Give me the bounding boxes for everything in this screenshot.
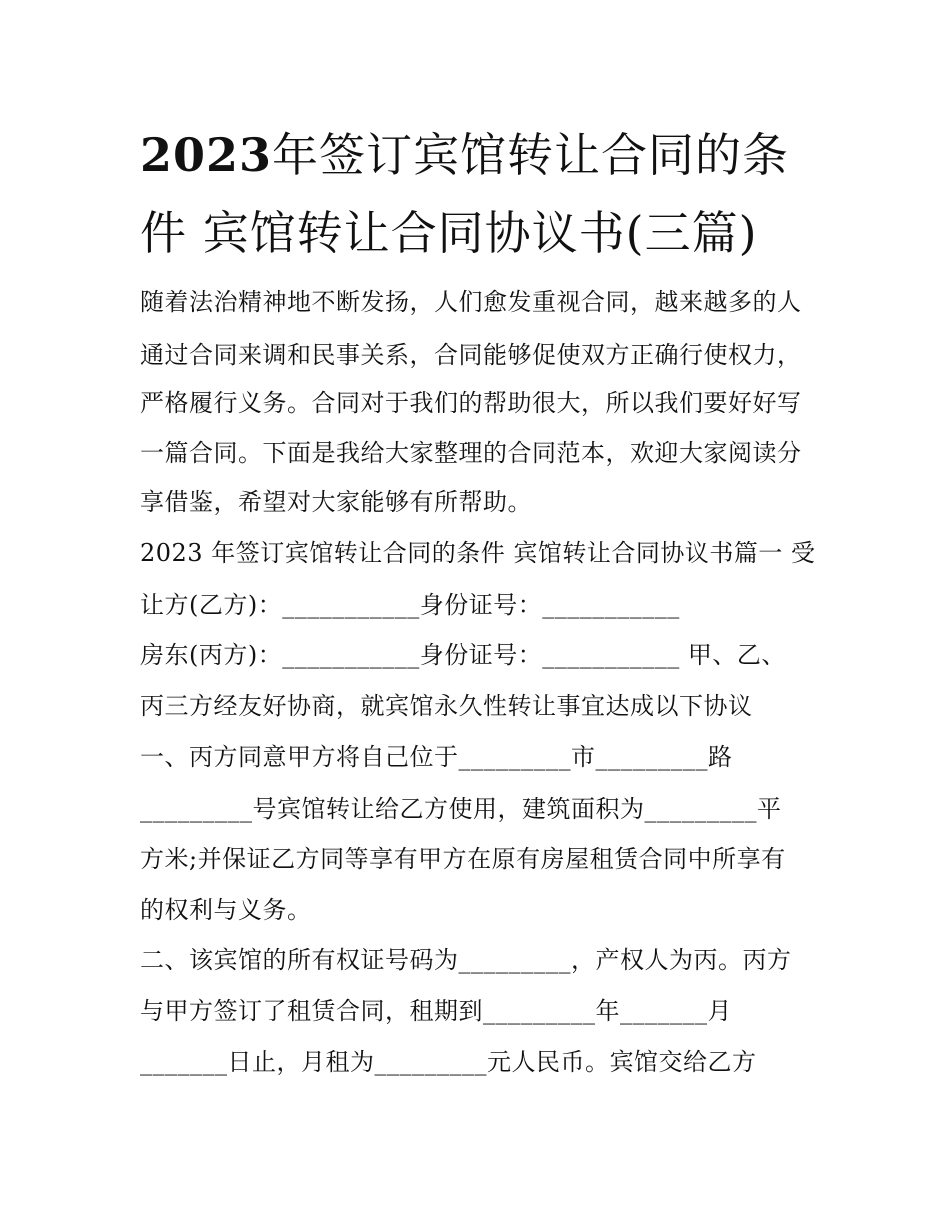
title-year: 2023 (140, 128, 273, 182)
body-line: 的权利与义务。 (140, 896, 312, 924)
body-line: 严格履行义务。合同对于我们的帮助很大，所以我们要好好写 (140, 389, 802, 417)
title-line-1: 年签订宾馆转让合同的条 (272, 128, 790, 182)
body-line: 一篇合同。下面是我给大家整理的合同范本，欢迎大家阅读分 (140, 439, 802, 467)
body-line: 房东(丙方)：___________身份证号：___________ 甲、乙、 (140, 641, 786, 669)
body-line: 方米;并保证乙方同等享有甲方在原有房屋租赁合同中所享有 (140, 845, 786, 873)
body-line: 丙三方经友好协商，就宾馆永久性转让事宜达成以下协议 (140, 692, 753, 720)
body-line: 二、该宾馆的所有权证号码为_________，产权人为丙。丙方 (140, 946, 792, 974)
body-line: 享借鉴，希望对大家能够有所帮助。 (140, 488, 532, 516)
title-line-2: 件 宾馆转让合同协议书(三篇) (140, 206, 758, 260)
body-line: 一、丙方同意甲方将自己位于_________市_________路 (140, 743, 733, 771)
body-line: 与甲方签订了租赁合同，租期到_________年_______月 (140, 997, 732, 1025)
body-line: 通过合同来调和民事关系，合同能够促使双方正确行使权力， (140, 341, 802, 369)
document-title (140, 116, 840, 272)
body-line: 随着法治精神地不断发扬，人们愈发重视合同，越来越多的人 (140, 288, 802, 316)
body-line: _________号宾馆转让给乙方使用，建筑面积为_________平 (140, 795, 782, 823)
body-line: _______日止，月租为_________元人民币。宾馆交给乙方 (140, 1048, 757, 1076)
section-heading-line: 2023 年签订宾馆转让合同的条件 宾馆转让合同协议书篇一 受 (140, 539, 816, 567)
body-line: 让方(乙方)：___________身份证号：___________ (140, 591, 680, 619)
